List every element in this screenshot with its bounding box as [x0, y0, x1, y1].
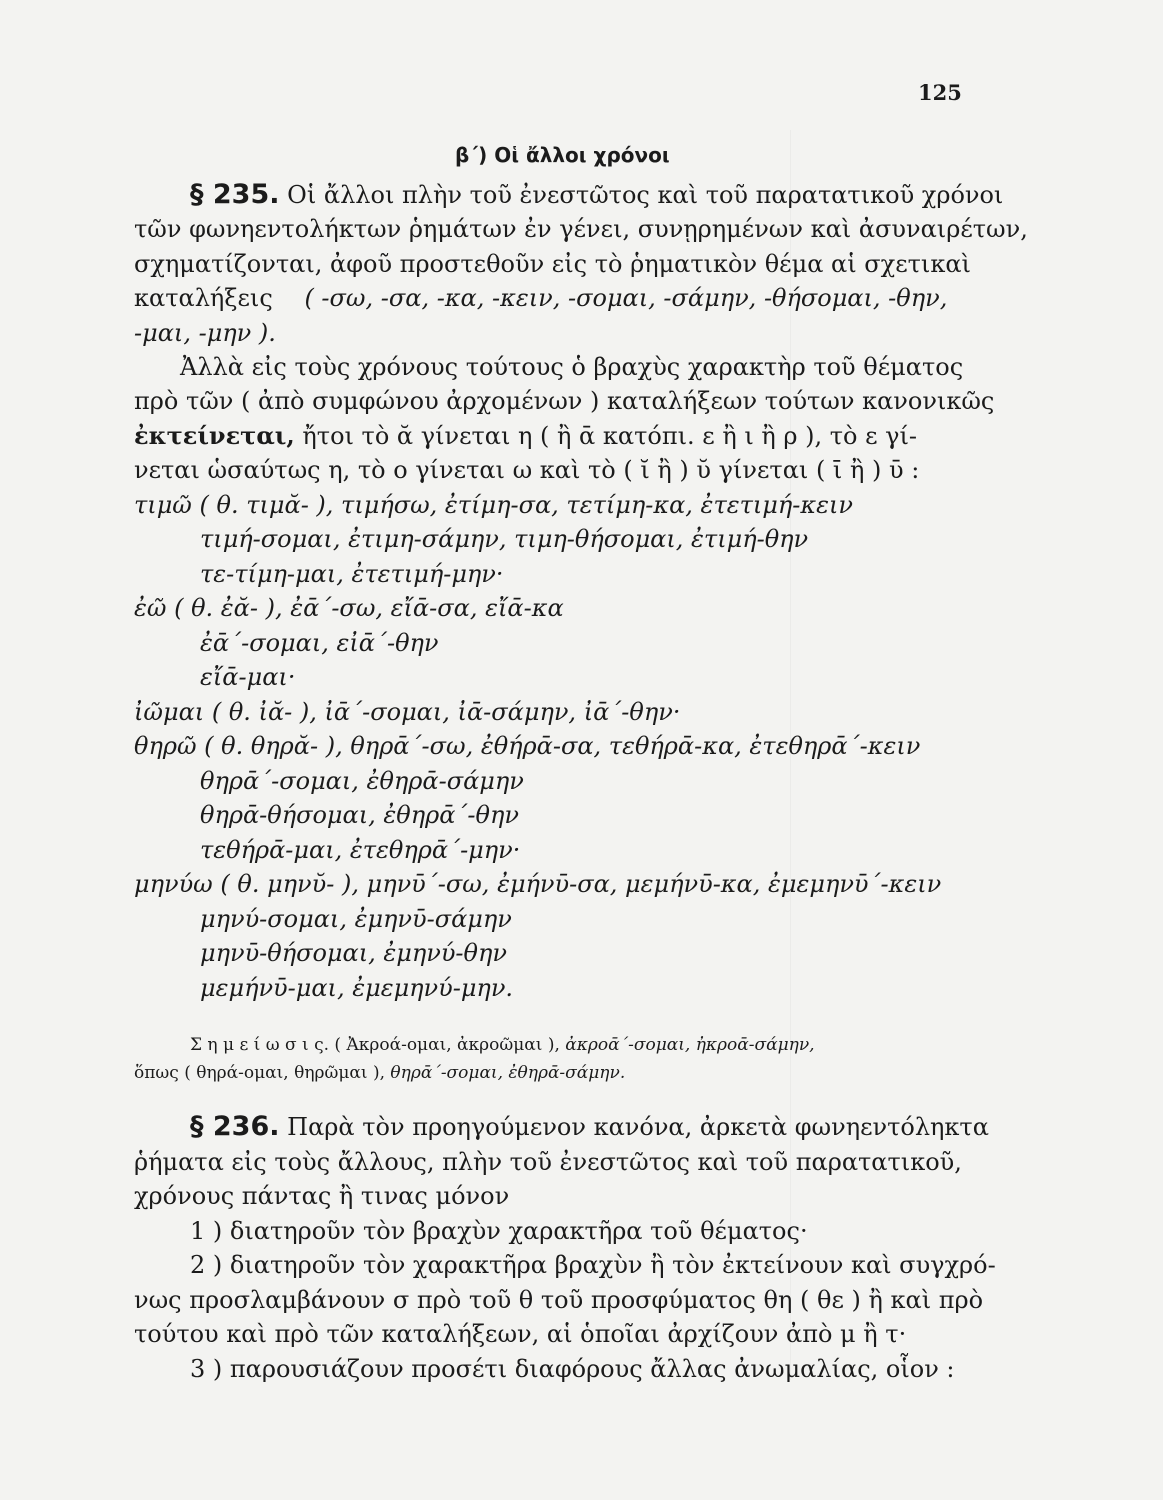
paragraph-236-line-3: χρόνους πάντας ἢ τινας μόνον: [134, 1182, 510, 1210]
example-line: μεμήνῡ-μαι, ἐμεμηνύ-μην.: [200, 974, 514, 1002]
example-line: μηνύω ( θ. μηνῠ- ), μηνῡ΄-σω, ἐμήνῡ-σα, μεμήνῡ-κα, ἐμεμηνῡ΄-κειν: [134, 870, 942, 898]
example-line: μηνῡ-θήσομαι, ἐμηνύ-θην: [200, 939, 507, 967]
subsection-heading: β΄) Οἱ ἄλλοι χρόνοι: [455, 143, 670, 167]
example-line: τε-τίμη-μαι, ἐτετιμή-μην·: [200, 560, 504, 588]
list-item-3: 3 ) παρουσιάζουν προσέτι διαφόρους ἄλλας ἀνωμαλίας, οἷον :: [190, 1355, 955, 1383]
example-line: τιμή-σομαι, ἐτιμη-σάμην, τιμη-θήσομαι, ἐτιμή-θην: [200, 525, 809, 553]
example-line: τεθήρᾱ-μαι, ἐτεθηρᾱ΄-μην·: [200, 836, 521, 864]
example-line: ἐᾱ΄-σομαι, εἰᾱ΄-θην: [200, 629, 439, 657]
note-label: Σ η μ ε ί ω σ ι ς.: [190, 1035, 330, 1055]
example-line: τιμῶ ( θ. τιμᾰ- ), τιμήσω, ἐτίμη-σα, τετίμη-κα, ἐτετιμή-κειν: [134, 491, 853, 519]
emphasis-ekteinetai: ἐκτείνεται,: [134, 421, 295, 450]
note-line-2: ὅπως ( θηρά-ομαι, θηρῶμαι ), θηρᾱ΄-σομαι, ἐθηρᾱ-σάμην.: [134, 1063, 626, 1083]
list-item-2-cont-2: τούτου καὶ πρὸ τῶν καταλήξεων, αἱ ὁποῖαι ἀρχίζουν ἀπὸ μ ἢ τ·: [134, 1320, 907, 1348]
list-item-2-cont-1: νως προσλαμβάνουν σ πρὸ τοῦ θ τοῦ προσφύματος θη ( θε ) ἢ καὶ πρὸ: [134, 1286, 984, 1314]
section-mark-236: § 236.: [190, 1111, 280, 1142]
list-item-1: 1 ) διατηροῦν τὸν βραχὺν χαρακτῆρα τοῦ θέματος·: [190, 1217, 808, 1245]
list-item-2: 2 ) διατηροῦν τὸν χαρακτῆρα βραχὺν ἢ τὸν ἐκτείνουν καὶ συγχρό-: [190, 1251, 996, 1279]
paragraph-235-line-4: καταλήξεις ( -σω, -σα, -κα, -κειν, -σομαι, -σάμην, -θήσομαι, -θην,: [134, 284, 948, 312]
paragraph-235-line-6: Ἀλλὰ εἰς τοὺς χρόνους τούτους ὁ βραχὺς χαρακτὴρ τοῦ θέματος: [180, 353, 964, 381]
paragraph-236-line-2: ῥήματα εἰς τοὺς ἄλλους, πλὴν τοῦ ἐνεστῶτος καὶ τοῦ παρατατικοῦ,: [134, 1148, 962, 1176]
paragraph-235-line-3: σχηματίζονται, ἀφοῦ προστεθοῦν εἰς τὸ ῥηματικὸν θέμα αἱ σχετικαὶ: [134, 250, 971, 278]
example-line: ἰῶμαι ( θ. ἰᾰ- ), ἰᾱ΄-σομαι, ἰᾱ-σάμην, ἰᾱ΄-θην·: [134, 698, 681, 726]
paragraph-235-line-5: -μαι, -μην ).: [134, 319, 276, 347]
example-line: μηνύ-σομαι, ἐμηνῡ-σάμην: [200, 905, 512, 933]
page-number: 125: [918, 80, 962, 105]
note-line-1: Σ η μ ε ί ω σ ι ς. ( Ἀκροά-ομαι, ἀκροῶμαι ), ἀκροᾱ΄-σομαι, ἠκροᾱ-σάμην,: [190, 1035, 815, 1055]
paragraph-235-line-1: § 235. Οἱ ἄλλοι πλὴν τοῦ ἐνεστῶτος καὶ τοῦ παρατατικοῦ χρόνοι: [190, 179, 1004, 210]
paragraph-235-line-2: τῶν φωνηεντολήκτων ῥημάτων ἐν γένει, συνῃρημένων καὶ ἀσυναιρέτων,: [134, 215, 1028, 243]
example-line: θηρῶ ( θ. θηρᾰ- ), θηρᾱ΄-σω, ἐθήρᾱ-σα, τεθήρᾱ-κα, ἐτεθηρᾱ΄-κειν: [134, 732, 921, 760]
paragraph-235-line-9: νεται ὡσαύτως η, τὸ ο γίνεται ω καὶ τὸ ( ῐ ἢ ) ῠ γίνεται ( ῑ ἢ ) ῡ :: [134, 456, 920, 484]
example-line: ἐῶ ( θ. ἐᾰ- ), ἐᾱ΄-σω, εἴᾱ-σα, εἴᾱ-κα: [134, 594, 564, 622]
example-line: θηρᾱ΄-σομαι, ἐθηρᾱ-σάμην: [200, 767, 524, 795]
section-mark-235: § 235.: [190, 179, 280, 210]
paragraph-236-line-1: § 236. Παρὰ τὸν προηγούμενον κανόνα, ἀρκετὰ φωνηεντόληκτα: [190, 1111, 989, 1142]
example-line: θηρᾱ-θήσομαι, ἐθηρᾱ΄-θην: [200, 801, 519, 829]
example-line: εἴᾱ-μαι·: [200, 663, 296, 691]
paragraph-235-line-7: πρὸ τῶν ( ἀπὸ συμφώνου ἀρχομένων ) καταλήξεων τούτων κανονικῶς: [134, 387, 995, 415]
paragraph-235-line-8: ἐκτείνεται, ἤτοι τὸ ᾰ γίνεται η ( ἢ ᾱ κατόπι. ε ἢ ι ἢ ρ ), τὸ ε γί-: [134, 421, 918, 450]
